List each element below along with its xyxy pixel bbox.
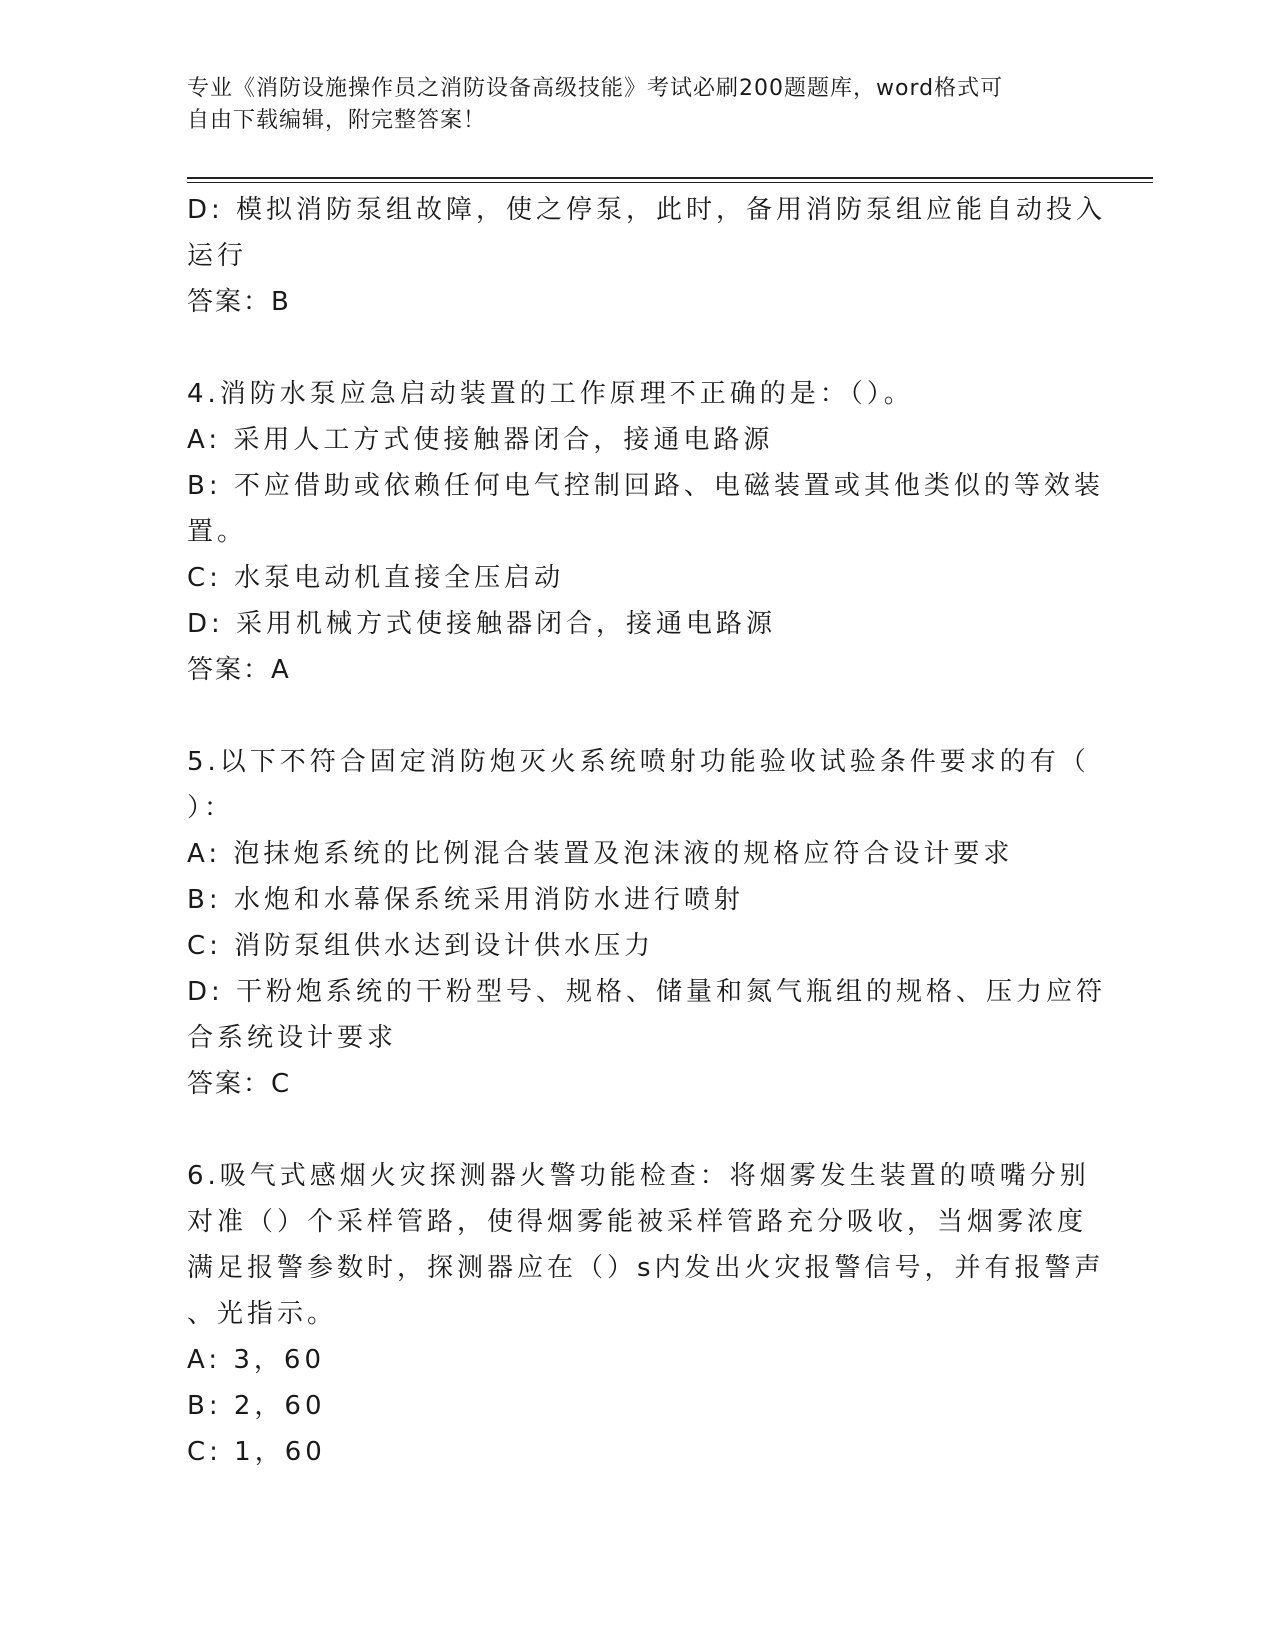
option-b: B: 水炮和水幕保系统采用消防水进行喷射 [187, 885, 744, 915]
header-line-1: 专业《消防设施操作员之消防设备高级技能》考试必刷200题题库，word格式可 [187, 76, 1004, 101]
question-stem-line-1: 5.以下不符合固定消防炮灭火系统喷射功能验收试验条件要求的有（ [187, 747, 1090, 777]
page-header [187, 73, 1067, 137]
question-stem-line-2: ）： [187, 793, 235, 823]
document-body [187, 187, 1107, 1475]
question-5 [187, 739, 1107, 1107]
question-3-continued [187, 187, 1107, 325]
question-stem-line-2: 对准（）个采样管路，使得烟雾能被采样管路充分吸收，当烟雾浓度 [187, 1207, 1088, 1237]
option-d-line-2: 合系统设计要求 [187, 1023, 398, 1053]
question-stem-line-3: 满足报警参数时，探测器应在（）s内发出火灾报警信号，并有报警声 [187, 1253, 1105, 1283]
option-d-line-2: 运行 [187, 241, 248, 271]
question-4 [187, 371, 1104, 693]
spacer [187, 1107, 1087, 1153]
header-divider-thin [187, 182, 1153, 183]
header-line-2: 自由下载编辑，附完整答案！ [187, 108, 487, 133]
option-c: C: 消防泵组供水达到设计供水压力 [187, 931, 655, 961]
question-stem: 4.消防水泵应急启动装置的工作原理不正确的是：（）。 [187, 379, 914, 409]
option-a: A: 泡抹炮系统的比例混合装置及泡沫液的规格应符合设计要求 [187, 839, 1014, 869]
answer-label: 答案：C [187, 1069, 292, 1099]
spacer [187, 325, 1087, 371]
question-6 [187, 1153, 1105, 1475]
option-a: A: 3，60 [187, 1345, 325, 1375]
question-stem-line-4: 、光指示。 [187, 1299, 338, 1329]
option-b: B: 2，60 [187, 1391, 326, 1421]
question-stem-line-1: 6.吸气式感烟火灾探测器火警功能检查：将烟雾发生装置的喷嘴分别 [187, 1161, 1090, 1191]
option-b-line-2: 置。 [187, 517, 248, 547]
option-c: C: 1，60 [187, 1437, 326, 1467]
option-b-line-1: B: 不应借助或依赖任何电气控制回路、电磁装置或其他类似的等效装 [187, 471, 1104, 501]
option-d: D: 采用机械方式使接触器闭合，接通电路源 [187, 609, 777, 639]
option-c: C: 水泵电动机直接全压启动 [187, 563, 565, 593]
answer-label: 答案：A [187, 655, 291, 685]
answer-label: 答案：B [187, 287, 291, 317]
header-divider [187, 177, 1153, 179]
option-d-line-1: D: 干粉炮系统的干粉型号、规格、储量和氮气瓶组的规格、压力应符 [187, 977, 1107, 1007]
spacer [187, 693, 1087, 739]
option-a: A: 采用人工方式使接触器闭合，接通电路源 [187, 425, 774, 455]
option-d-line-1: D: 模拟消防泵组故障，使之停泵，此时，备用消防泵组应能自动投入 [187, 195, 1107, 225]
